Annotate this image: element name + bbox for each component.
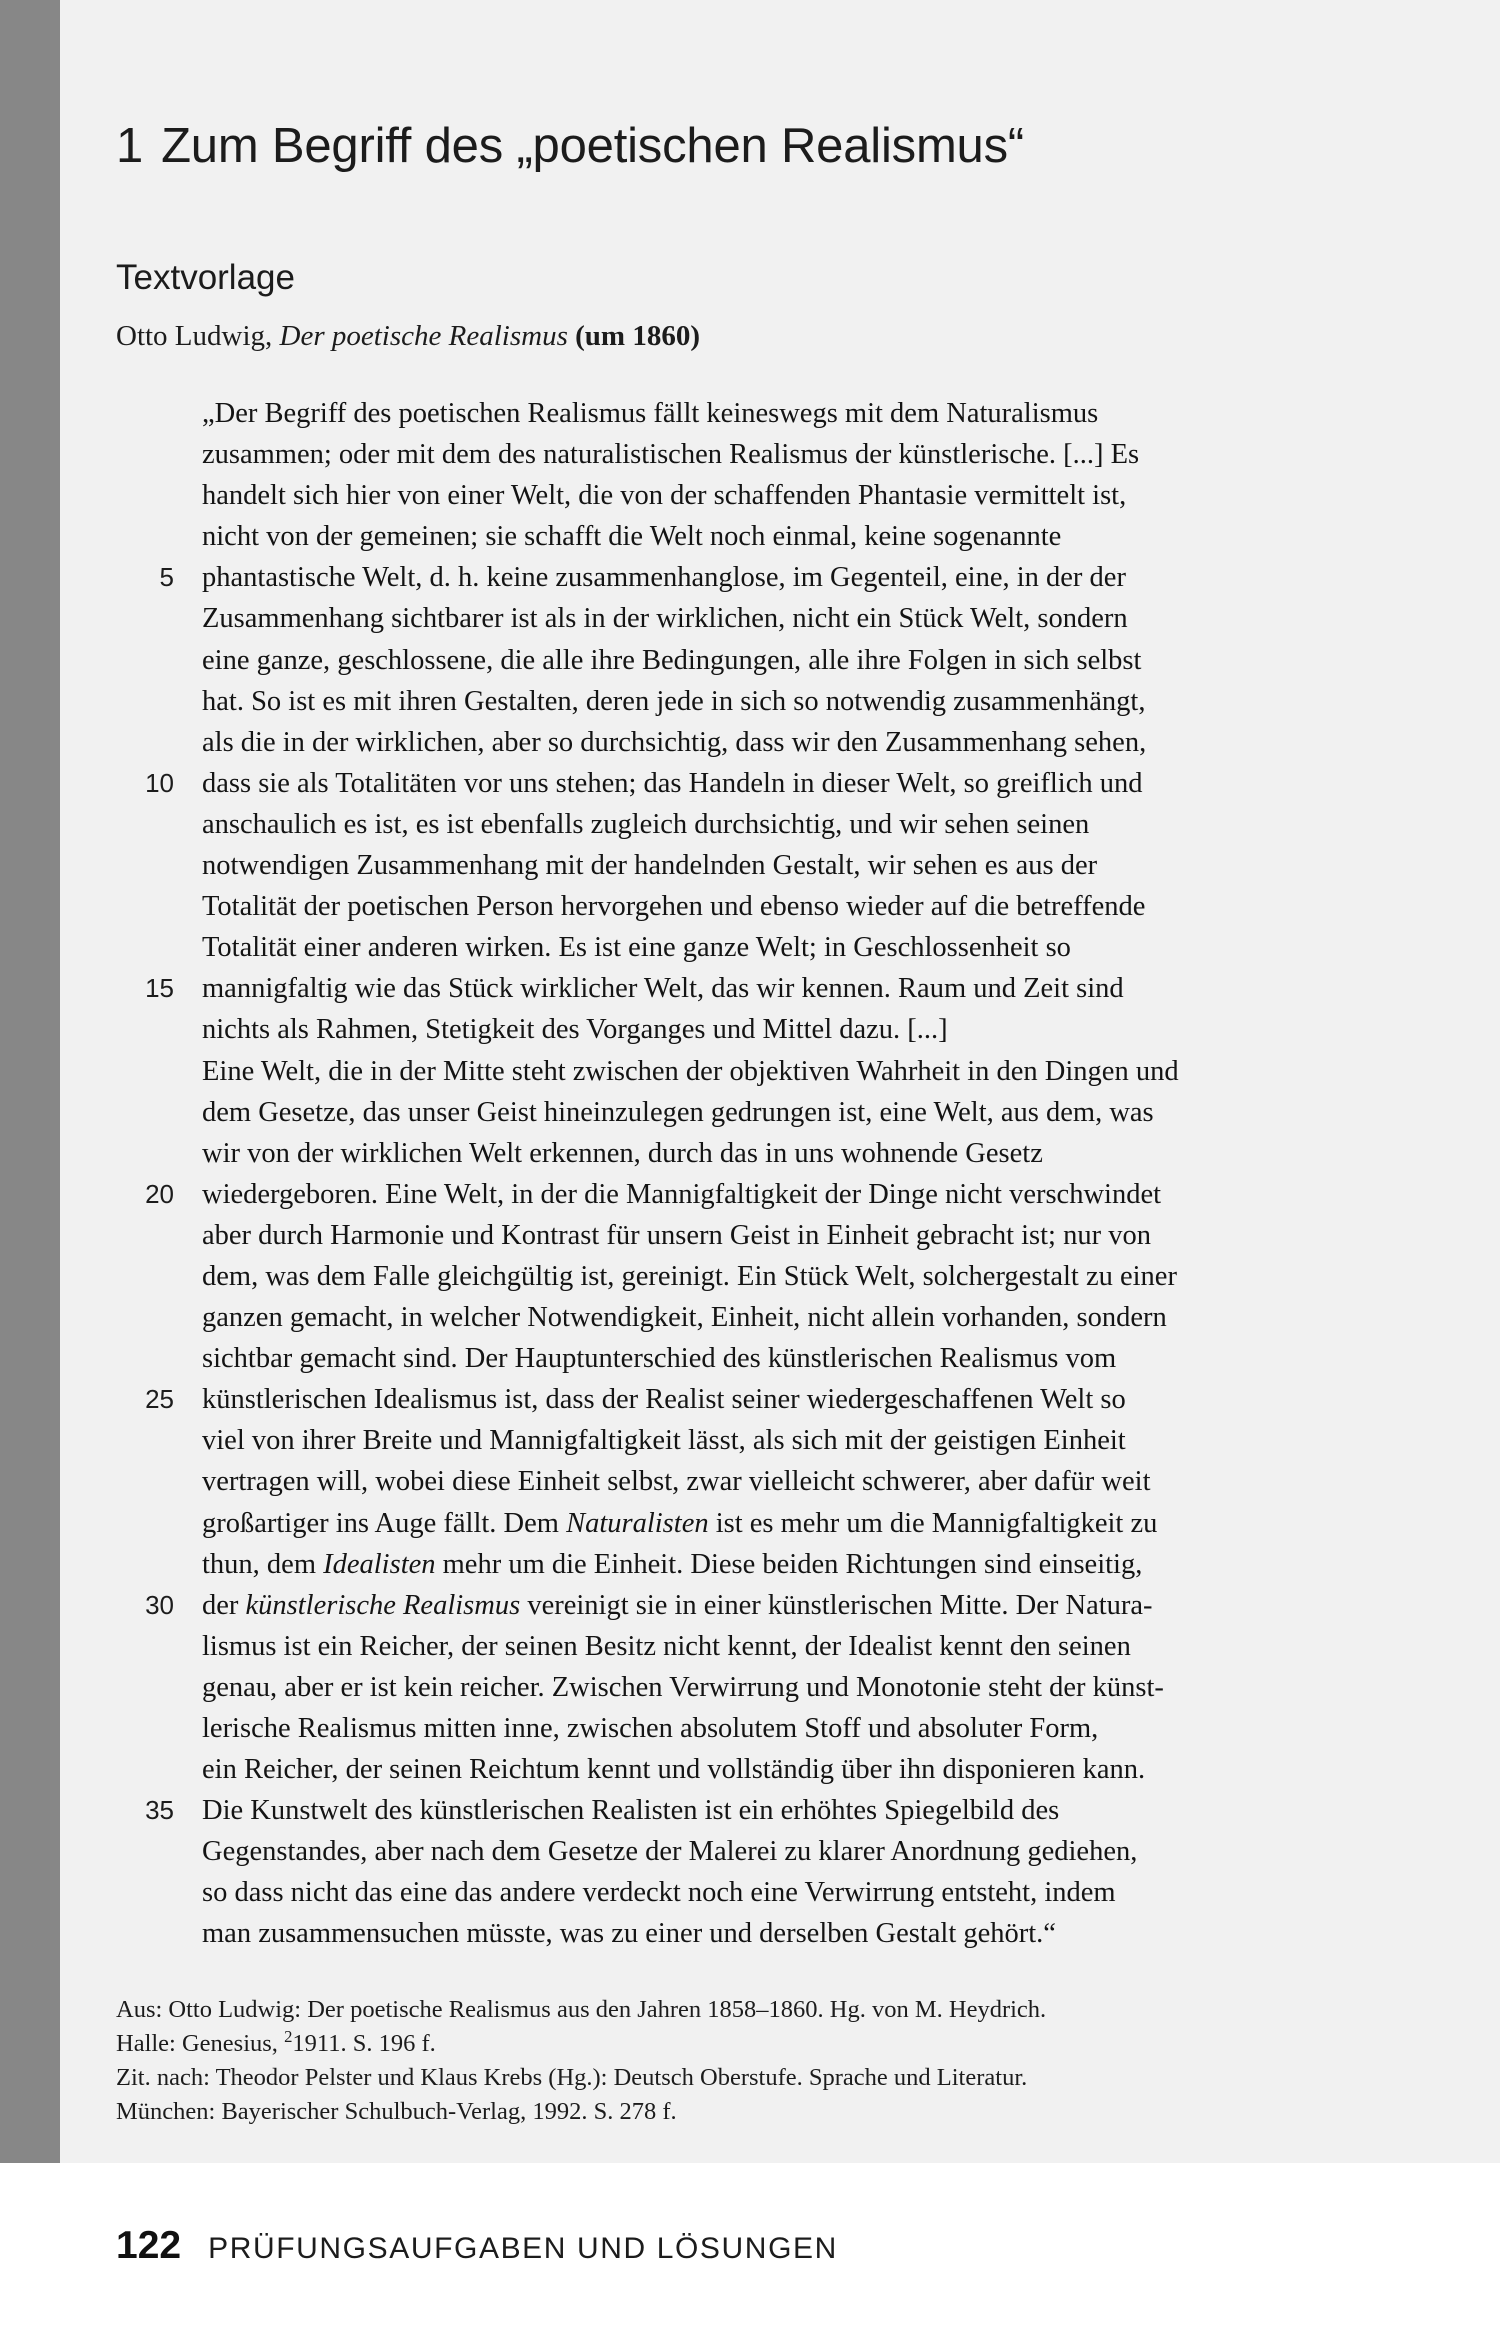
quote-line-text xyxy=(202,886,1145,927)
quote-line-text xyxy=(202,516,1061,557)
quote-text-run: ganzen gemacht, in welcher Notwendigkeit, Einheit, nicht allein vorhanden, sondern xyxy=(202,1302,1167,1334)
quote-line-text xyxy=(202,845,1097,886)
quote-text-run: dass sie als Totalitäten vor uns stehen; das Handeln in dieser Welt, so greiflich und xyxy=(202,767,1143,799)
section-heading: Textvorlage xyxy=(116,258,295,297)
source-line-2-pre: Halle: Genesius, xyxy=(116,2030,285,2057)
quote-text-run: eine ganze, geschlossene, die alle ihre Bedingungen, alle ihre Folgen in sich selbst xyxy=(202,644,1142,676)
quote-text-run: dem Gesetze, das unser Geist hineinzulegen gedrungen ist, eine Welt, aus dem, was xyxy=(202,1096,1154,1128)
quote-line xyxy=(116,516,1446,557)
source-line-1: Aus: Otto Ludwig: Der poetische Realismus aus den Jahren 1858–1860. Hg. von M. Heydrich. xyxy=(116,1996,1047,2023)
quote-text-run: aber durch Harmonie und Kontrast für unsern Geist in Einheit gebracht ist; nur von xyxy=(202,1219,1151,1251)
quote-line-text xyxy=(202,1215,1151,1256)
quote-text-run: vereinigt sie in einer künstlerischen Mitte. Der Natura- xyxy=(520,1589,1153,1621)
quote-line-text xyxy=(202,598,1128,639)
quote-text-run: sichtbar gemacht sind. Der Hauptunterschied des künstlerischen Realismus vom xyxy=(202,1343,1117,1375)
quote-line xyxy=(116,1420,1446,1461)
quote-line-text xyxy=(202,1872,1116,1913)
quote-line xyxy=(116,968,1446,1009)
quote-line-text xyxy=(202,1297,1167,1338)
quote-line xyxy=(116,1831,1446,1872)
page-content xyxy=(60,0,1500,2163)
quote-line xyxy=(116,681,1446,722)
quote-text-run: zusammen; oder mit dem des naturalistischen Realismus der künstlerische. [...] Es xyxy=(202,439,1140,471)
quote-line-text xyxy=(202,1708,1098,1749)
quote-line xyxy=(116,763,1446,804)
quote-text-run: wiedergeboren. Eine Welt, in der die Mannigfaltigkeit der Dinge nicht verschwindet xyxy=(202,1178,1162,1210)
quote-text-run: Eine Welt, die in der Mitte steht zwischen der objektiven Wahrheit in den Dingen und xyxy=(202,1055,1179,1087)
line-number: 30 xyxy=(145,1589,174,1620)
source-line-4: München: Bayerischer Schulbuch-Verlag, 1992. S. 278 f. xyxy=(116,2098,677,2125)
quote-line xyxy=(116,1215,1446,1256)
quote-line-text xyxy=(202,1174,1161,1215)
quote-text-run: Totalität einer anderen wirken. Es ist eine ganze Welt; in Geschlossenheit so xyxy=(202,932,1071,964)
quote-line-text xyxy=(202,1626,1131,1667)
source-line-3: Zit. nach: Theodor Pelster und Klaus Krebs (Hg.): Deutsch Oberstufe. Sprache und Literatur. xyxy=(116,2064,1028,2091)
quote-line-text xyxy=(202,1009,948,1050)
chapter-number: 1 xyxy=(116,119,144,173)
quote-line-text xyxy=(202,1913,1056,1954)
quote-line-text xyxy=(202,1585,1153,1626)
quote-line xyxy=(116,845,1446,886)
quote-text-run: der xyxy=(202,1589,246,1621)
quote-line xyxy=(116,886,1446,927)
quote-text-run: Gegenstandes, aber nach dem Gesetze der Malerei zu klarer Anordnung gediehen, xyxy=(202,1836,1138,1868)
quote-line xyxy=(116,1913,1446,1954)
quote-line-text xyxy=(202,1790,1059,1831)
quote-line xyxy=(116,1051,1446,1092)
attribution-author: Otto Ludwig, xyxy=(116,320,280,352)
attribution-date: (um 1860) xyxy=(567,320,700,352)
quote-line xyxy=(116,1133,1446,1174)
emphasis-term: Idealisten xyxy=(323,1548,436,1580)
line-number: 35 xyxy=(145,1795,174,1826)
quote-line-text xyxy=(202,1133,1043,1174)
quote-line-text xyxy=(202,968,1124,1009)
quote-text-run: wir von der wirklichen Welt erkennen, durch das in uns wohnende Gesetz xyxy=(202,1137,1043,1169)
quote-line-text xyxy=(202,763,1143,804)
quote-line xyxy=(116,475,1446,516)
quote-text-run: hat. So ist es mit ihren Gestalten, deren jede in sich so notwendig zusammenhängt, xyxy=(202,685,1146,717)
quote-text-run: mannigfaltig wie das Stück wirklicher Welt, das wir kennen. Raum und Zeit sind xyxy=(202,973,1124,1005)
quote-line-text xyxy=(202,1379,1126,1420)
quote-line xyxy=(116,1503,1446,1544)
line-number: 15 xyxy=(145,973,174,1004)
quote-text-run: mehr um die Einheit. Diese beiden Richtungen sind einseitig, xyxy=(435,1548,1143,1580)
quote-line xyxy=(116,1379,1446,1420)
quote-line xyxy=(116,598,1446,639)
footer-inner xyxy=(116,2224,838,2268)
quote-text-run: großartiger ins Auge fällt. Dem xyxy=(202,1507,567,1539)
page-number: 122 xyxy=(116,2224,182,2267)
quote-line-text xyxy=(202,681,1145,722)
line-number: 5 xyxy=(159,562,174,593)
quote-line xyxy=(116,1667,1446,1708)
quote-text-run: man zusammensuchen müsste, was zu einer und derselben Gestalt gehört.“ xyxy=(202,1918,1056,1950)
gutter-band xyxy=(0,0,60,2163)
running-head: PRÜFUNGSAUFGABEN UND LÖSUNGEN xyxy=(208,2232,838,2265)
quote-line-text xyxy=(202,1461,1151,1502)
line-number: 25 xyxy=(145,1384,174,1415)
quote-text-run: „Der Begriff des poetischen Realismus fällt keineswegs mit dem Naturalismus xyxy=(202,398,1099,429)
quote-text-run: als die in der wirklichen, aber so durchsichtig, dass wir den Zusammenhang sehen, xyxy=(202,726,1147,758)
quote-line xyxy=(116,1708,1446,1749)
quote-text-run: Totalität der poetischen Person hervorgehen und ebenso wieder auf die betreffende xyxy=(202,891,1146,923)
quote-text-run: künstlerischen Idealismus ist, dass der Realist seiner wiedergeschaffenen Welt so xyxy=(202,1384,1126,1416)
quote-text-run: vertragen will, wobei diese Einheit selbst, zwar vielleicht schwerer, aber dafür weit xyxy=(202,1466,1151,1498)
quote-text-run: genau, aber er ist kein reicher. Zwischen Verwirrung und Monotonie steht der künst- xyxy=(202,1671,1164,1703)
quote-line xyxy=(116,393,1446,434)
text-attribution xyxy=(116,320,700,353)
quote-text-run: lismus ist ein Reicher, der seinen Besitz nicht kennt, der Idealist kennt den seinen xyxy=(202,1630,1131,1662)
quote-line-text xyxy=(202,557,1126,598)
quote-line-text xyxy=(202,1092,1154,1133)
quote-line xyxy=(116,722,1446,763)
quote-line-text xyxy=(202,722,1146,763)
quote-text-run: dem, was dem Falle gleichgültig ist, gereinigt. Ein Stück Welt, solchergestalt zu einer xyxy=(202,1260,1177,1292)
quote-line xyxy=(116,1297,1446,1338)
quote-line-text xyxy=(202,475,1126,516)
quote-line-text xyxy=(202,1831,1137,1872)
quote-line xyxy=(116,1790,1446,1831)
quote-line xyxy=(116,640,1446,681)
page-footer xyxy=(0,2163,1500,2339)
attribution-work: Der poetische Realismus xyxy=(279,320,568,352)
page-title xyxy=(116,118,1024,174)
quote-text-run: thun, dem xyxy=(202,1548,324,1580)
quote-text-run: phantastische Welt, d. h. keine zusammenhanglose, im Gegenteil, eine, in der der xyxy=(202,562,1126,594)
quote-line xyxy=(116,1009,1446,1050)
quote-line xyxy=(116,1092,1446,1133)
quote-text-run: ist es mehr um die Mannigfaltigkeit zu xyxy=(708,1507,1158,1539)
quote-line xyxy=(116,1461,1446,1502)
quote-line xyxy=(116,557,1446,598)
quote-line xyxy=(116,1338,1446,1379)
quote-line xyxy=(116,1256,1446,1297)
chapter-title-text: Zum Begriff des „poetischen Realismus“ xyxy=(161,119,1025,173)
emphasis-term: künstlerische Realismus xyxy=(245,1589,521,1621)
line-number: 10 xyxy=(145,767,174,798)
source-line-2-post: 1911. S. 196 f. xyxy=(292,2030,436,2057)
quote-line-text xyxy=(202,1544,1142,1585)
quote-line-text xyxy=(202,1667,1164,1708)
quote-line-text xyxy=(202,1749,1145,1790)
source-line-2 xyxy=(116,2027,1456,2061)
quote-line-text xyxy=(202,640,1141,681)
source-citation-block xyxy=(116,1993,1456,2129)
quote-line xyxy=(116,1872,1446,1913)
quote-line-text xyxy=(202,434,1139,475)
quote-text-run: anschaulich es ist, es ist ebenfalls zugleich durchsichtig, und wir sehen seinen xyxy=(202,808,1090,840)
line-number: 20 xyxy=(145,1178,174,1209)
quote-text-run: so dass nicht das eine das andere verdeckt noch eine Verwirrung entsteht, indem xyxy=(202,1877,1116,1909)
quote-text-run: notwendigen Zusammenhang mit der handelnden Gestalt, wir sehen es aus der xyxy=(202,850,1098,882)
quote-text-run: viel von ihrer Breite und Mannigfaltigkeit lässt, als sich mit der geistigen Einheit xyxy=(202,1425,1126,1457)
quote-text-run: Die Kunstwelt des künstlerischen Realisten ist ein erhöhtes Spiegelbild des xyxy=(202,1795,1060,1827)
quote-text-run: lerische Realismus mitten inne, zwischen absolutem Stoff und absoluter Form, xyxy=(202,1713,1099,1744)
quote-line-text xyxy=(202,1051,1179,1092)
quote-text-run: nicht von der gemeinen; sie schafft die Welt noch einmal, keine sogenannte xyxy=(202,521,1062,553)
quote-line xyxy=(116,1585,1446,1626)
quote-line xyxy=(116,434,1446,475)
quote-line xyxy=(116,1626,1446,1667)
quote-text-run: Zusammenhang sichtbarer ist als in der wirklichen, nicht ein Stück Welt, sondern xyxy=(202,603,1128,635)
quote-line xyxy=(116,1544,1446,1585)
emphasis-term: Naturalisten xyxy=(566,1507,709,1539)
quote-line-text xyxy=(202,1420,1126,1461)
quote-line xyxy=(116,804,1446,845)
quote-line-text xyxy=(202,1503,1157,1544)
quote-line-text xyxy=(202,1256,1177,1297)
quoted-text-block xyxy=(116,393,1446,1955)
quote-line xyxy=(116,1174,1446,1215)
quote-line xyxy=(116,1749,1446,1790)
quote-text-run: nichts als Rahmen, Stetigkeit des Vorganges und Mittel dazu. [...] xyxy=(202,1014,948,1046)
quote-line-text xyxy=(202,393,1098,434)
edition-superscript: 2 xyxy=(284,2026,293,2046)
quote-text-run: ein Reicher, der seinen Reichtum kennt und vollständig über ihn disponieren kann. xyxy=(202,1754,1146,1786)
quote-text-run: handelt sich hier von einer Welt, die von der schaffenden Phantasie vermittelt ist, xyxy=(202,480,1127,512)
quote-line xyxy=(116,927,1446,968)
quote-line-text xyxy=(202,1338,1116,1379)
quote-line-text xyxy=(202,804,1089,845)
quote-line-text xyxy=(202,927,1071,968)
